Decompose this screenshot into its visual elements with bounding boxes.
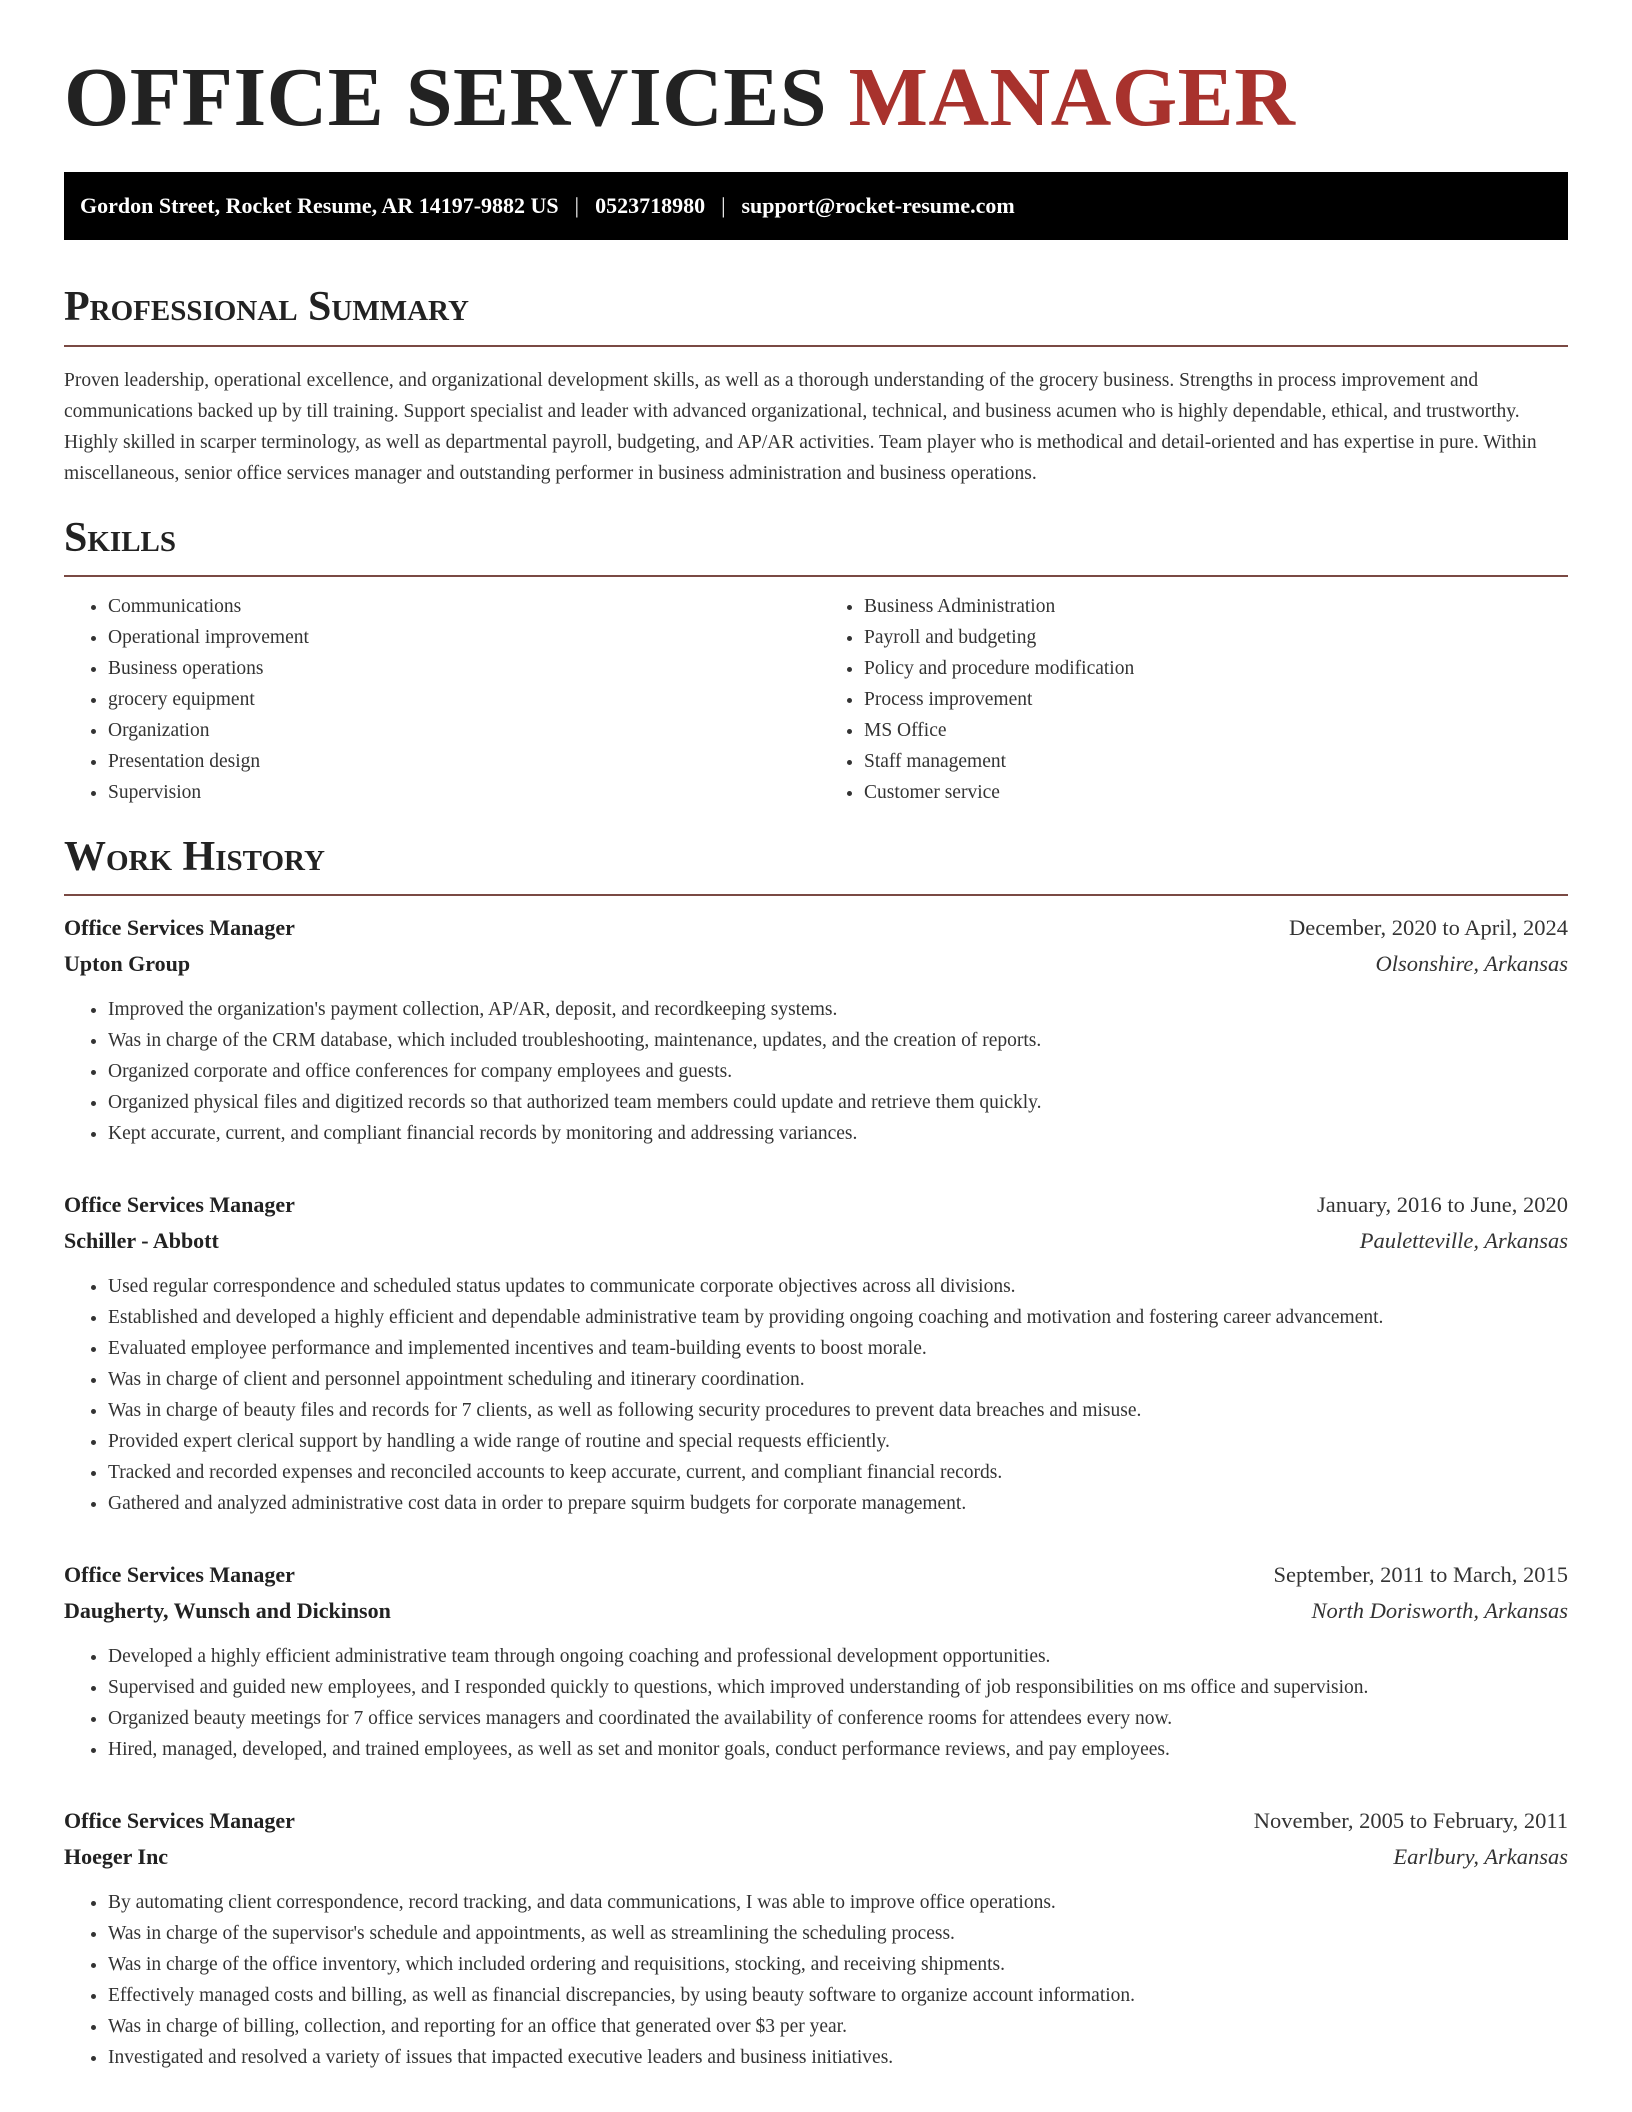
job-entry [64, 1557, 1568, 1765]
job-entry [64, 910, 1568, 1149]
job-dates: December, 2020 to April, 2024 [1288, 914, 1568, 940]
skills-section [64, 515, 1568, 808]
skill-item: • Customer service [864, 777, 1568, 808]
job-bullet: • Organized beauty meetings for 7 office services managers and coordinated the availability of conference rooms for attendees every now. [108, 1703, 1568, 1734]
job-company: Upton Group [64, 950, 191, 976]
job-bullet: • Developed a highly efficient administrative team through ongoing coaching and professional development opportunities. [108, 1641, 1568, 1672]
job-bullets [64, 1641, 1568, 1765]
skill-item: • Supervision [108, 777, 812, 808]
contact-separator: | [574, 193, 580, 219]
resume-name [64, 52, 1568, 144]
skills-column-2 [812, 591, 1568, 808]
summary-section [64, 284, 1568, 488]
skill-item: • Policy and procedure modification [864, 653, 1568, 684]
resume-page [64, 0, 1568, 2073]
job-bullet: • Effectively managed costs and billing, as well as financial discrepancies, by using beauty software to organize account information. [108, 1980, 1568, 2011]
job-location: North Dorisworth, Arkansas [1311, 1597, 1568, 1623]
job-title: Office Services Manager [64, 1561, 295, 1587]
skills-column-1 [64, 591, 812, 808]
job-bullet: • Was in charge of beauty files and records for 7 clients, as well as following security procedures to prevent data breaches and misuse. [108, 1395, 1568, 1426]
skill-item: • Business Administration [864, 591, 1568, 622]
job-location: Pauletteville, Arkansas [1359, 1227, 1568, 1253]
job-entry [64, 1187, 1568, 1519]
skills-heading: Skills [64, 515, 1568, 577]
contact-bar [64, 172, 1568, 240]
job-dates: September, 2011 to March, 2015 [1273, 1561, 1568, 1587]
skill-item: • Business operations [108, 653, 812, 684]
job-title: Office Services Manager [64, 1807, 295, 1833]
skill-item: • Payroll and budgeting [864, 622, 1568, 653]
skill-item: • grocery equipment [108, 684, 812, 715]
skill-item: • Organization [108, 715, 812, 746]
job-dates: November, 2005 to February, 2011 [1253, 1807, 1568, 1833]
job-bullet: • Kept accurate, current, and compliant financial records by monitoring and addressing variances. [108, 1118, 1568, 1149]
name-part-2: MANAGER [848, 51, 1296, 144]
job-dates: January, 2016 to June, 2020 [1316, 1191, 1568, 1217]
job-bullet: • Organized physical files and digitized records so that authorized team members could update and retrieve them quickly. [108, 1087, 1568, 1118]
skill-item: • Presentation design [108, 746, 812, 777]
job-bullet: • Supervised and guided new employees, and I responded quickly to questions, which improved understanding of job responsibilities on ms office and supervision. [108, 1672, 1568, 1703]
skill-item: • Operational improvement [108, 622, 812, 653]
job-bullet: • Tracked and recorded expenses and reconciled accounts to keep accurate, current, and compliant financial records. [108, 1457, 1568, 1488]
job-company: Schiller - Abbott [64, 1227, 219, 1253]
job-company: Daugherty, Wunsch and Dickinson [64, 1597, 391, 1623]
work-history-heading: Work History [64, 834, 1568, 896]
job-bullet: • Established and developed a highly efficient and dependable administrative team by providing ongoing coaching and motivation and fostering career advancement. [108, 1302, 1568, 1333]
job-bullet: • Was in charge of the supervisor's schedule and appointments, as well as streamlining the scheduling process. [108, 1918, 1568, 1949]
skill-item: • Communications [108, 591, 812, 622]
contact-separator: | [721, 193, 726, 219]
job-title: Office Services Manager [64, 914, 295, 940]
contact-phone: 0523718980 [595, 193, 706, 219]
job-location: Earlbury, Arkansas [1393, 1843, 1568, 1869]
job-bullet: • Organized corporate and office conferences for company employees and guests. [108, 1056, 1568, 1087]
job-bullet: • Used regular correspondence and scheduled status updates to communicate corporate objectives across all divisions. [108, 1271, 1568, 1302]
skills-list [64, 591, 1568, 808]
job-bullets [64, 1887, 1568, 2073]
job-bullet: • Was in charge of billing, collection, and reporting for an office that generated over $3 per year. [108, 2011, 1568, 2042]
job-entry [64, 1803, 1568, 2073]
work-history-section [64, 834, 1568, 2073]
contact-email: support@rocket-resume.com [741, 193, 1015, 219]
job-bullet: • Provided expert clerical support by handling a wide range of routine and special requests efficiently. [108, 1426, 1568, 1457]
summary-heading: Professional Summary [64, 284, 1568, 346]
job-bullet: • Was in charge of the CRM database, which included troubleshooting, maintenance, updates, and the creation of reports. [108, 1025, 1568, 1056]
job-bullet: • Improved the organization's payment collection, AP/AR, deposit, and recordkeeping systems. [108, 994, 1568, 1025]
job-bullet: • Was in charge of the office inventory, which included ordering and requisitions, stocking, and receiving shipments. [108, 1949, 1568, 1980]
job-bullet: • Evaluated employee performance and implemented incentives and team-building events to boost morale. [108, 1333, 1568, 1364]
job-title: Office Services Manager [64, 1191, 295, 1217]
name-part-1: OFFICE SERVICES [64, 51, 828, 144]
skill-item: • Staff management [864, 746, 1568, 777]
contact-address: Gordon Street, Rocket Resume, AR 14197-9882 US [80, 193, 559, 219]
job-bullet: • Gathered and analyzed administrative cost data in order to prepare squirm budgets for corporate management. [108, 1488, 1568, 1519]
summary-text: Proven leadership, operational excellence, and organizational development skills, as well as a thorough understanding of the grocery business. Strengths in process improvement and communications backed up by till training. Support specialist and leader with advanced organizational, technical, and business acumen who is highly dependable, ethical, and trustworthy. Highly skilled in scarper terminology, as well as departmental payroll, budgeting, and AP/AR activities. Team player who is methodical and detail-oriented and has expertise in pure. Within miscellaneous, senior office services manager and outstanding performer in business administration and business operations. [64, 369, 1537, 484]
job-bullet: • Hired, managed, developed, and trained employees, as well as set and monitor goals, conduct performance reviews, and pay employees. [108, 1734, 1568, 1765]
job-bullets [64, 1271, 1568, 1519]
job-bullet: • Was in charge of client and personnel appointment scheduling and itinerary coordination. [108, 1364, 1568, 1395]
job-location: Olsonshire, Arkansas [1375, 950, 1568, 976]
job-bullet: • By automating client correspondence, record tracking, and data communications, I was able to improve office operations. [108, 1887, 1568, 1918]
skill-item: • MS Office [864, 715, 1568, 746]
job-bullet: • Investigated and resolved a variety of issues that impacted executive leaders and business initiatives. [108, 2042, 1568, 2073]
skill-item: • Process improvement [864, 684, 1568, 715]
job-company: Hoeger Inc [64, 1843, 169, 1869]
job-bullets [64, 994, 1568, 1149]
